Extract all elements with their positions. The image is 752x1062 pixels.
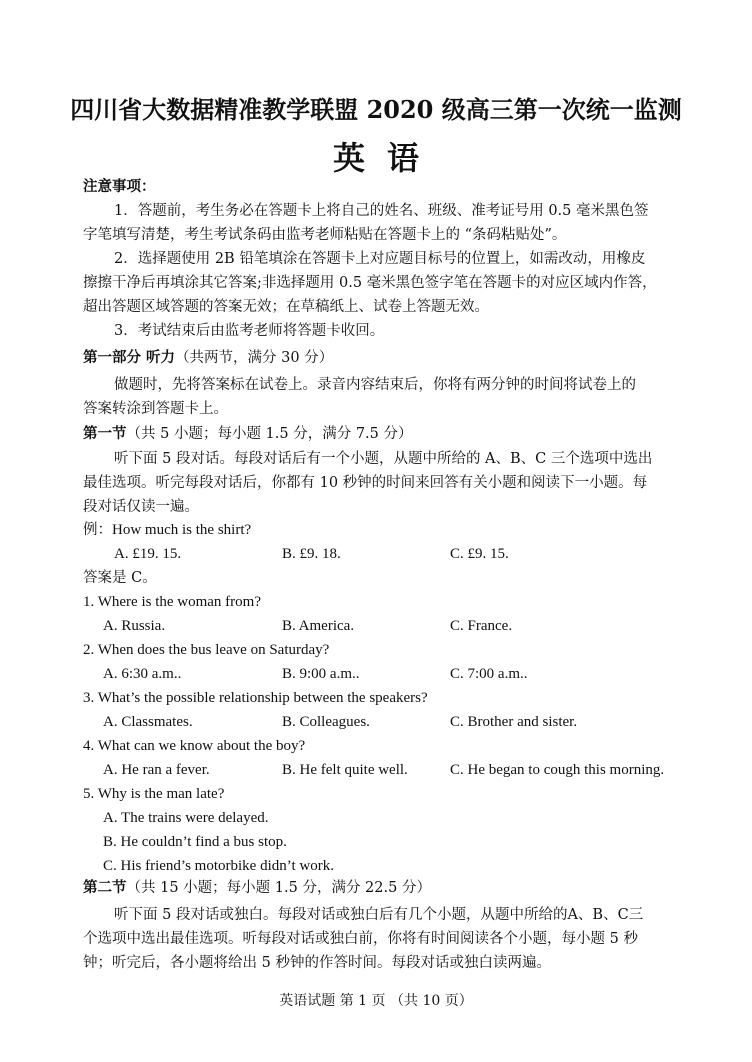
part-1-intro-line-2: 答案转涂到答题卡上。 <box>83 401 228 417</box>
notice-heading: 注意事项： <box>83 178 156 195</box>
notice-item-2-line-2: 擦擦干净后再填涂其它答案;非选择题用 0.5 毫米黑色签字笔在答题卡的对应区域内作答， <box>83 275 657 291</box>
question-2-option-b: B. 9:00 a.m.. <box>282 666 360 682</box>
part-1-heading <box>83 346 675 370</box>
example-option-a: A. £19. 15. <box>114 546 182 562</box>
section-2-intro-line-2: 个选项中选出最佳选项。听每段对话或独白前，你将有时间阅读各个小题，每小题 5 秒 <box>83 931 638 947</box>
question-1: 1. Where is the woman from? <box>83 594 262 610</box>
question-2: 2. When does the bus leave on Saturday? <box>83 642 330 658</box>
section-1-intro-line-2: 最佳选项。听完每段对话后，你都有 10 秒钟的时间来回答有关小题和阅读下一小题。每 <box>83 475 648 491</box>
question-4: 4. What can we know about the boy? <box>83 738 306 754</box>
notice-item-3: 3．考试结束后由监考老师将答题卡收回。 <box>114 323 385 339</box>
question-3: 3. What’s the possible relationship between the speakers? <box>83 690 428 706</box>
example-question-text: How much is the shirt? <box>112 522 252 538</box>
question-3-option-b: B. Colleagues. <box>282 714 370 730</box>
question-4-option-b: B. He felt quite well. <box>282 762 408 778</box>
notice-item-1-line-1: 1．答题前，考生务必在答题卡上将自己的姓名、班级、准考证号用 0.5 毫米黑色签 <box>114 203 649 219</box>
question-5-option-c: C. His friend’s motorbike didn’t work. <box>103 858 334 874</box>
part-1-heading-bold: 第一部分 听力 <box>83 349 176 366</box>
notice-item-2-line-1: 2．选择题使用 2B 铅笔填涂在答题卡上对应题目标号的位置上，如需改动，用橡皮 <box>114 251 646 267</box>
question-2-option-c: C. 7:00 a.m.. <box>450 666 528 682</box>
question-5-option-a: A. The trains were delayed. <box>103 810 269 826</box>
section-2-intro-line-3: 钟；听完后，各小题将给出 5 秒钟的作答时间。每段对话或独白读两遍。 <box>83 955 551 971</box>
example-question <box>83 518 675 542</box>
section-1-intro-line-3: 段对话仅读一遍。 <box>83 499 199 515</box>
section-2-heading-bold: 第二节 <box>83 879 127 896</box>
question-3-option-c: C. Brother and sister. <box>450 714 578 730</box>
part-1-heading-rest: （共两节，满分 30 分） <box>175 350 334 366</box>
example-option-c: C. £9. 15. <box>450 546 509 562</box>
section-2-intro-line-1: 听下面 5 段对话或独白。每段对话或独白后有几个小题，从题中所给的A、B、C三 <box>114 907 644 923</box>
section-2-heading <box>83 876 675 900</box>
example-label: 例： <box>83 522 112 538</box>
question-1-option-a: A. Russia. <box>103 618 166 634</box>
subject-title: 英语 <box>332 139 441 177</box>
section-2-heading-rest: （共 15 小题；每小题 1.5 分，满分 22.5 分） <box>126 880 431 896</box>
question-5: 5. Why is the man late? <box>83 786 225 802</box>
question-1-option-c: C. France. <box>450 618 513 634</box>
example-answer: 答案是 C。 <box>83 570 157 586</box>
question-4-option-a: A. He ran a fever. <box>103 762 210 778</box>
section-1-heading <box>83 422 675 446</box>
question-2-option-a: A. 6:30 a.m.. <box>103 666 182 682</box>
question-3-option-a: A. Classmates. <box>103 714 193 730</box>
notice-item-2-line-3: 超出答题区域答题的答案无效；在草稿纸上、试卷上答题无效。 <box>83 299 489 315</box>
notice-item-1-line-2: 字笔填写清楚，考生考试条码由监考老师粘贴在答题卡上的 “条码粘贴处”。 <box>83 227 567 243</box>
section-1-heading-rest: （共 5 小题；每小题 1.5 分，满分 7.5 分） <box>126 426 413 442</box>
exam-title: 四川省大数据精准教学联盟 2020 级高三第一次统一监测 <box>70 95 682 124</box>
question-5-option-b: B. He couldn’t find a bus stop. <box>103 834 287 850</box>
page-footer: 英语试题 第 1 页 （共 10 页） <box>279 993 473 1009</box>
part-1-intro-line-1: 做题时，先将答案标在试卷上。录音内容结束后，你将有两分钟的时间将试卷上的 <box>114 377 636 393</box>
question-4-option-c: C. He began to cough this morning. <box>450 762 665 778</box>
question-1-option-b: B. America. <box>282 618 355 634</box>
example-option-b: B. £9. 18. <box>282 546 341 562</box>
section-1-heading-bold: 第一节 <box>83 425 127 442</box>
section-1-intro-line-1: 听下面 5 段对话。每段对话后有一个小题，从题中所给的 A、B、C 三个选项中选出 <box>114 451 653 467</box>
